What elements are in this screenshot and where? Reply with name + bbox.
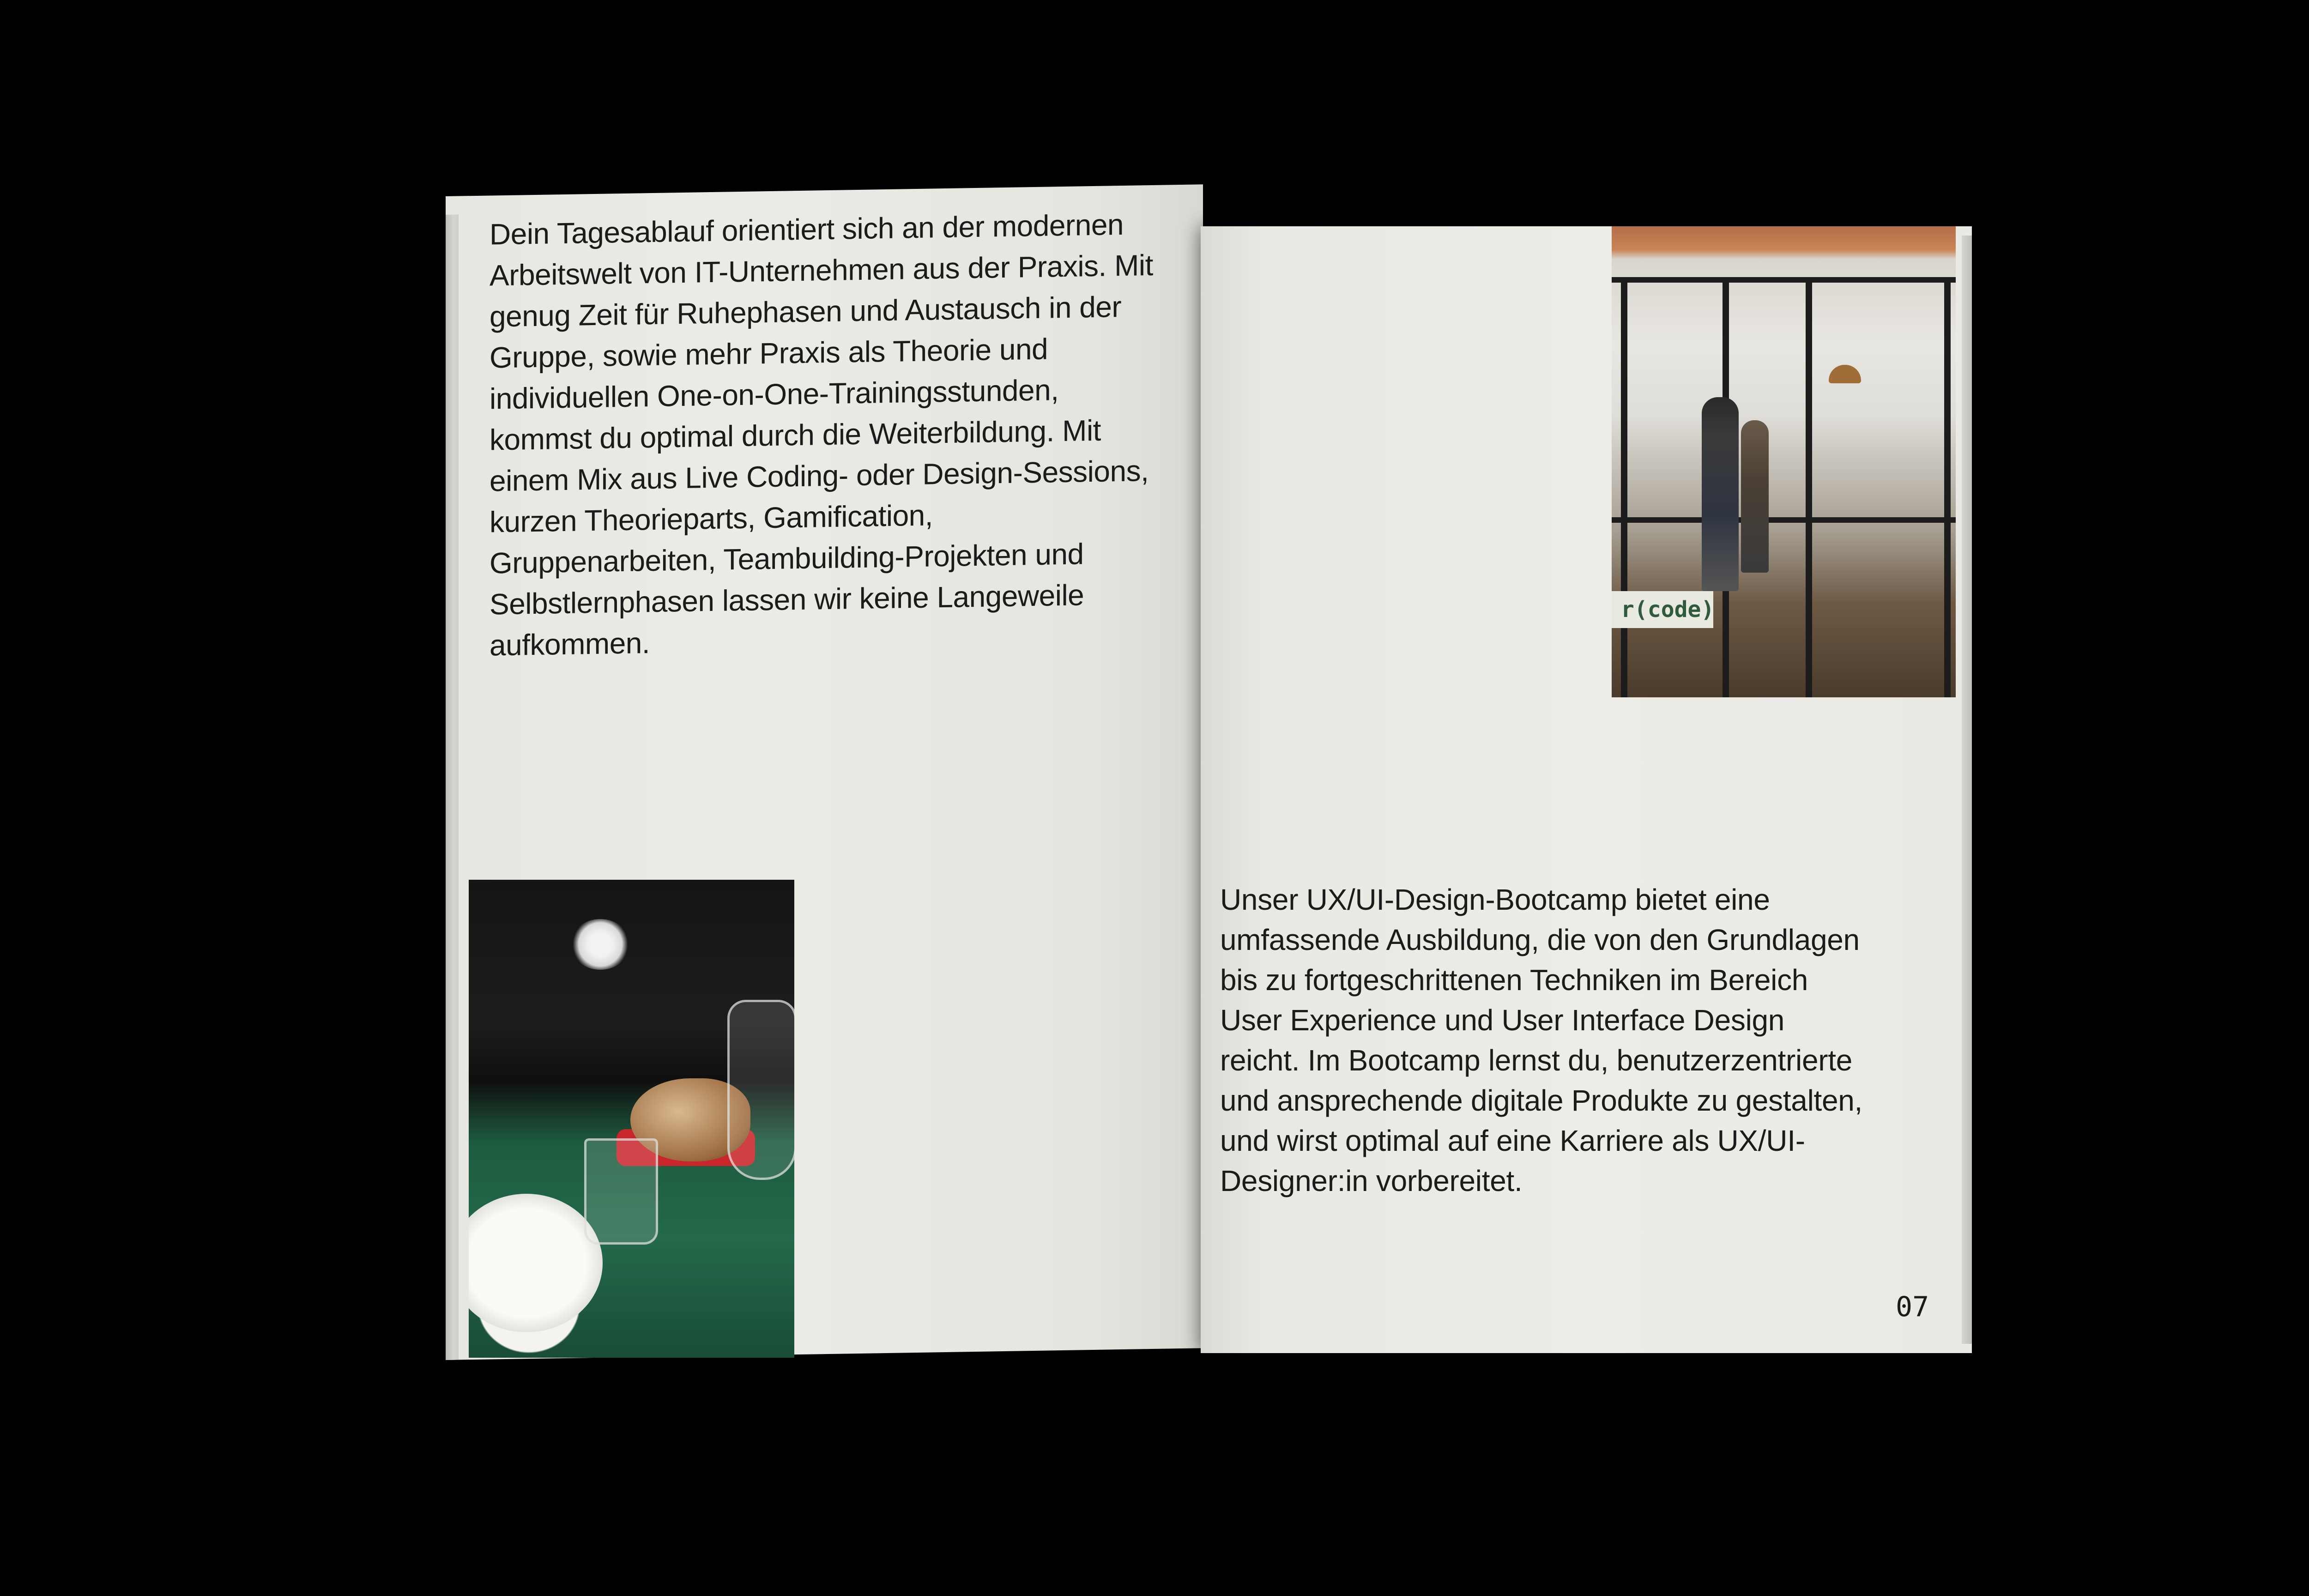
wine-glass [727,1000,794,1180]
code-sign: r(code) [1612,591,1713,628]
person [1702,397,1739,591]
page-edge [1962,236,1972,1344]
dinner-table-photo [469,880,794,1358]
page-number: 07 [1896,1291,1929,1323]
page-edge [446,215,459,1360]
water-glass [584,1138,658,1245]
right-paragraph: Unser UX/UI-Design-Bootcamp bietet eine umfassende Ausbildung, die von den Grundlagen bis zu fortgeschrittenen Techniken im Bereich User Experience und User Interface Design reicht. Im Bootcamp lernst du, benutzerzentrierte und ansprechende digitale Produkte zu gestalten, und wirst optimal auf eine Karriere als UX/UI-Designer:in vorbereitet. [1220,883,1863,1197]
glass-frame [1612,277,1956,283]
office-photo [1612,226,1956,697]
glass-frame [1621,277,1627,697]
glass-frame [1612,517,1956,523]
plate [469,1194,603,1332]
left-paragraph: Dein Tagesablauf orientiert sich an der modernen Arbeitswelt von IT-Unternehmen aus der Praxis. Mit genug Zeit für Ruhephasen und Austausch in der Gruppe, sowie mehr Praxis als Theorie und individuellen One-on-One-Trainingsstunden, kommst du optimal durch die Weiterbildung. Mit einem Mix aus Live Coding- oder Design-Sessions, kurzen Theorieparts, Gamification, Gruppenarbeiten, Teambuilding-Projekten und Selbstlernphasen lassen wir keine Langeweile aufkommen. [490,207,1153,662]
flower [570,919,630,970]
person [1741,420,1769,573]
glass-frame [1944,277,1951,697]
glass-frame [1806,277,1812,697]
pendant-lamp [1829,365,1861,383]
